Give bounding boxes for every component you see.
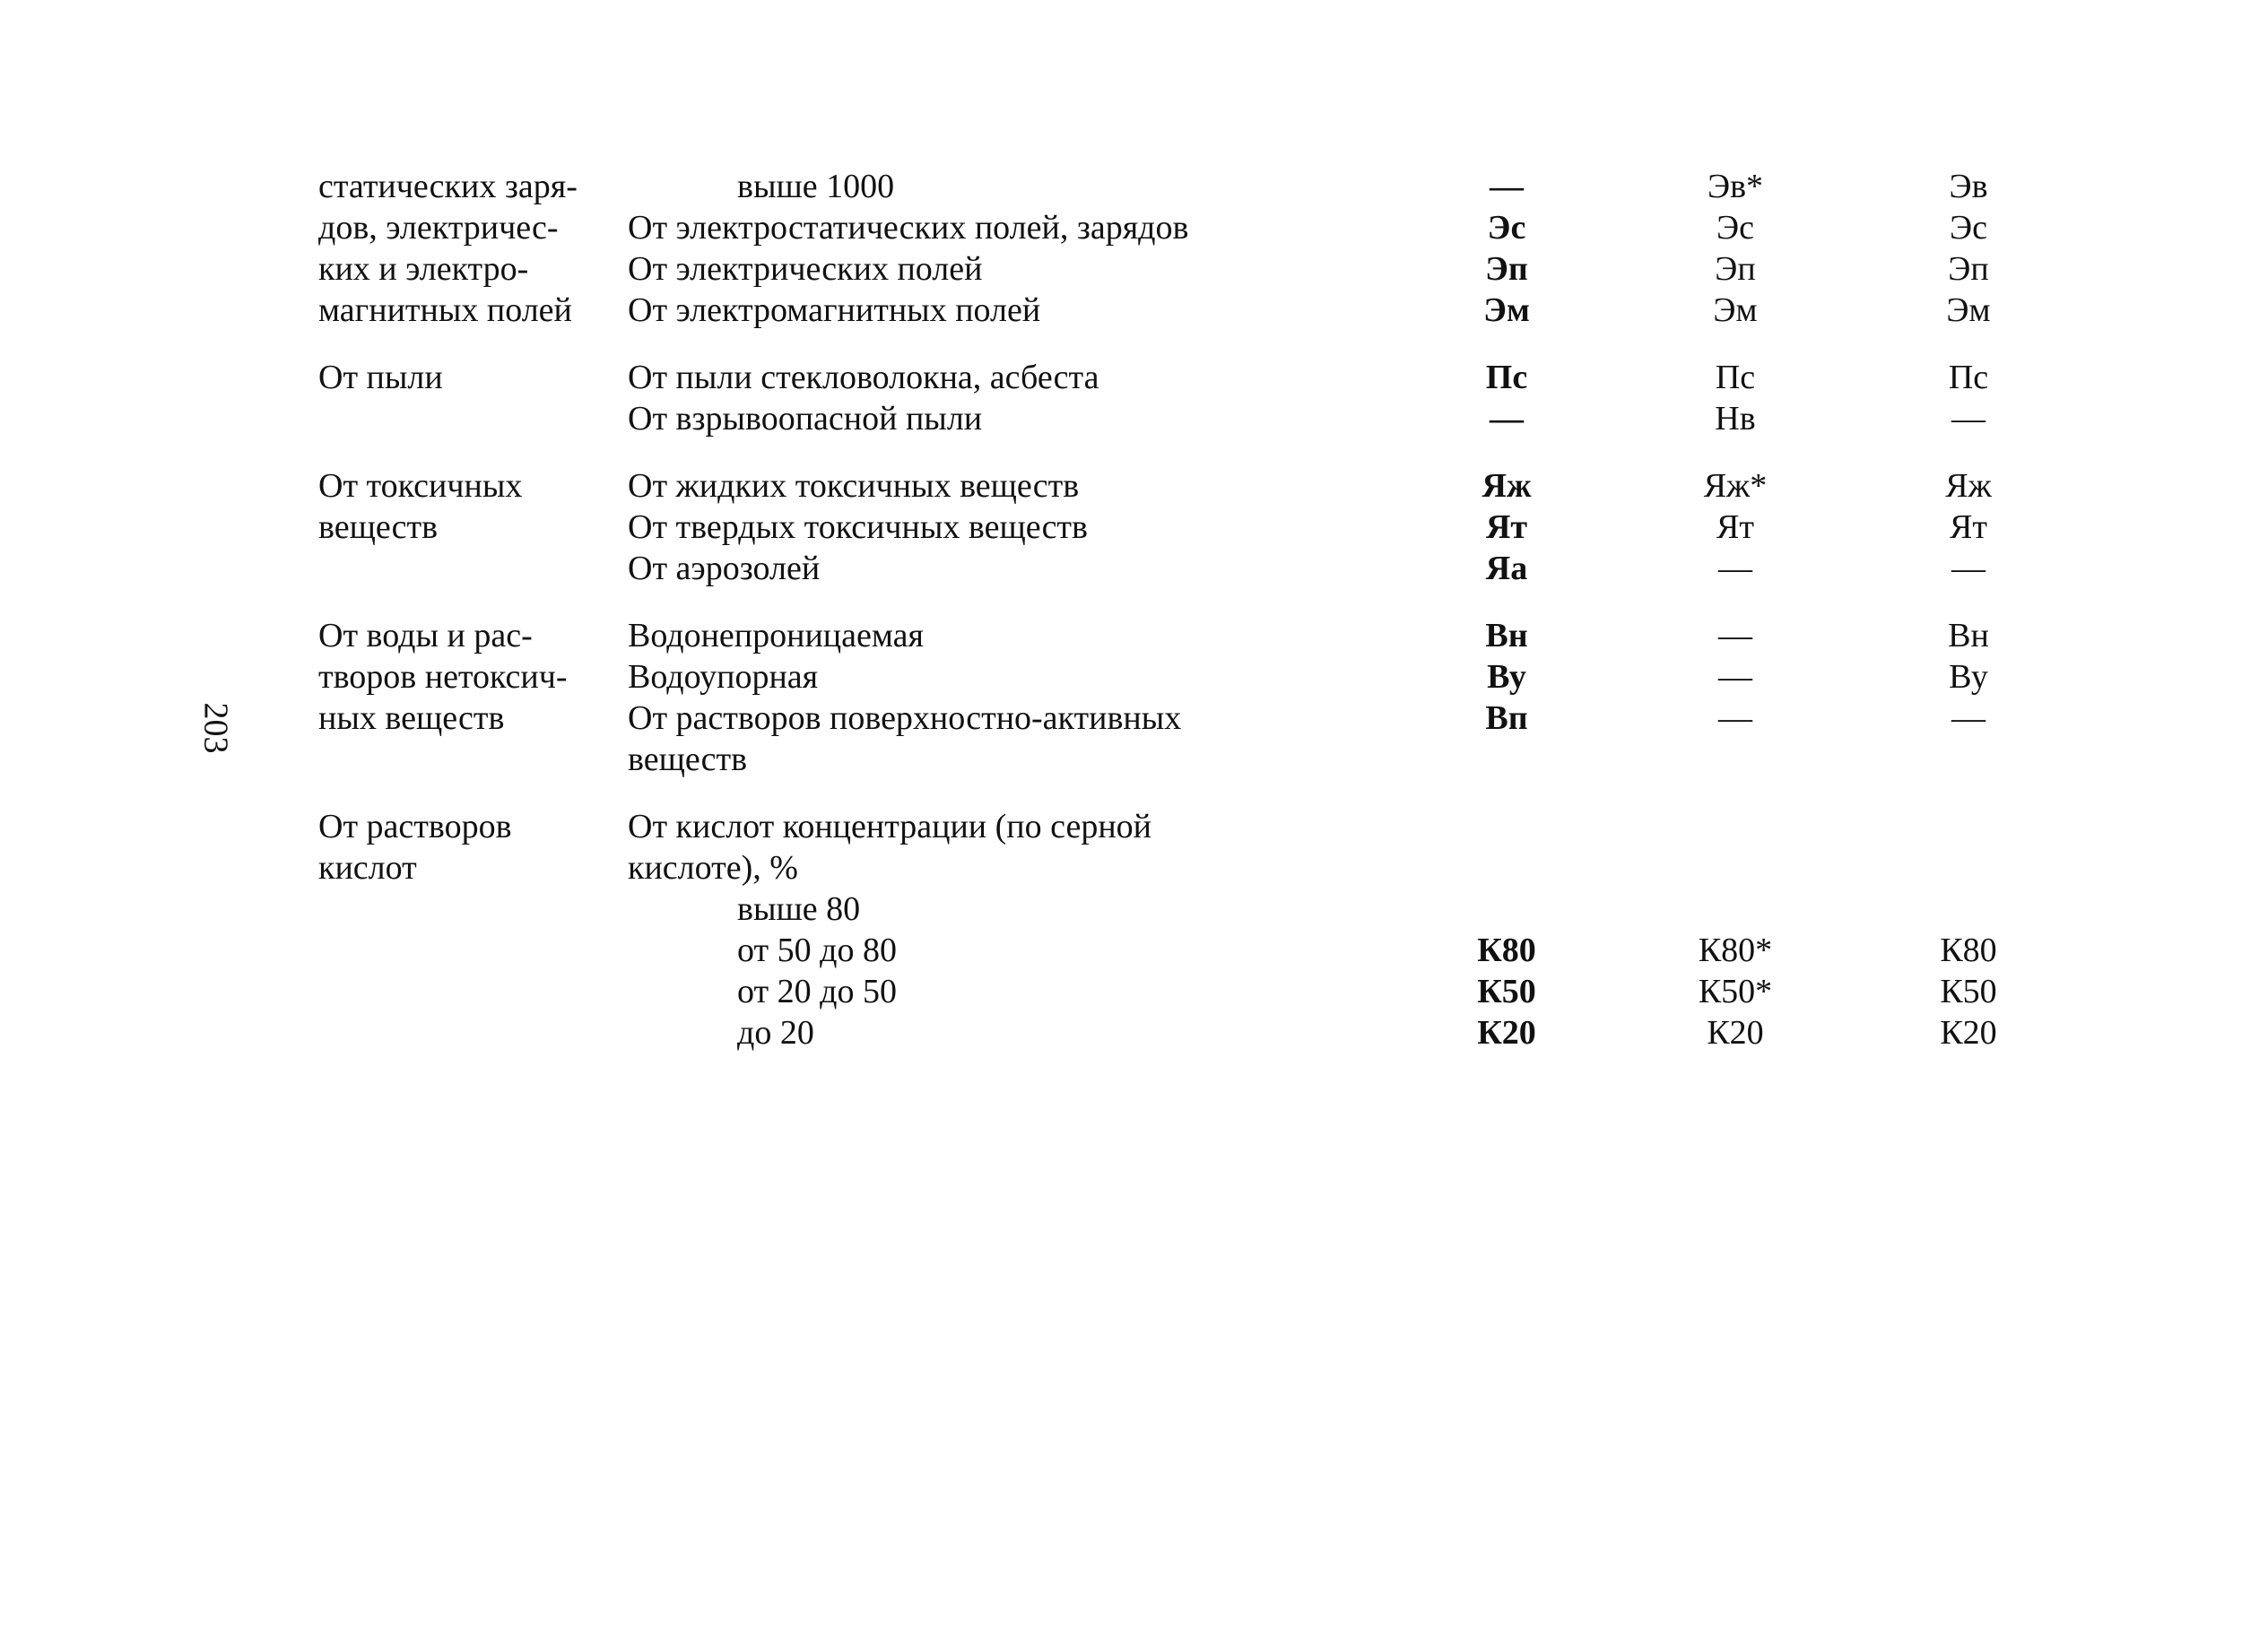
row-description: до 20	[737, 1014, 814, 1052]
row-description: От электрических полей	[628, 250, 983, 288]
row-description: От твердых токсичных веществ	[628, 508, 1088, 546]
code-cell-2	[1637, 780, 1834, 847]
group-name-line: магнитных полей	[318, 291, 572, 329]
row-description: веществ	[628, 741, 748, 778]
table-row	[318, 507, 2103, 548]
code-cell-1: К20	[1477, 1014, 1536, 1052]
code-cell-3: К50	[1940, 973, 1997, 1010]
group-name-line	[318, 930, 628, 971]
table-row	[318, 930, 2103, 971]
group-name-line: ких и электро-	[318, 250, 529, 288]
code-cell-2: Эв*	[1707, 168, 1764, 205]
row-description: От электромагнитных полей	[628, 291, 1041, 329]
code-cell-1: —	[1490, 400, 1524, 438]
table-row	[318, 739, 2103, 780]
code-cell-3: Эм	[1946, 291, 1991, 329]
group-name-line: веществ	[318, 508, 439, 546]
code-cell-3: Ят	[1950, 508, 1987, 546]
row-description: От пыли стекловолокна, асбеста	[628, 359, 1099, 396]
row-description: От растворов поверхностно-активных	[628, 699, 1182, 737]
row-description: Водоупорная	[628, 658, 819, 696]
code-cell-1: Яа	[1485, 550, 1528, 587]
code-cell-1: Ву	[1487, 658, 1526, 696]
code-cell-3: —	[1951, 400, 1986, 438]
table-row	[318, 698, 2103, 739]
code-cell-2: —	[1718, 699, 1752, 737]
group-name-line: От токсичных	[318, 467, 523, 505]
code-cell-3	[1834, 780, 2103, 847]
code-cell-1: Вн	[1485, 617, 1528, 654]
code-cell-1	[1377, 739, 1637, 780]
row-description: кислоте), %	[628, 849, 798, 887]
code-cell-3: Эв	[1949, 168, 1988, 205]
group-name-line	[318, 888, 628, 930]
code-cell-1: Вп	[1485, 699, 1528, 737]
code-cell-3: Эп	[1948, 250, 1989, 288]
group-name-line: статических заря-	[318, 168, 578, 205]
table-row	[318, 656, 2103, 698]
code-cell-3: К20	[1940, 1014, 1997, 1052]
table-row	[318, 207, 2103, 248]
code-cell-3: —	[1951, 550, 1986, 587]
code-cell-3: Эс	[1950, 209, 1987, 247]
code-cell-2: К80*	[1698, 932, 1773, 969]
code-cell-2	[1637, 739, 1834, 780]
table-row	[318, 290, 2103, 331]
code-cell-2: Нв	[1715, 400, 1756, 438]
code-cell-1: —	[1490, 168, 1524, 205]
row-description: От взрывоопасной пыли	[628, 400, 983, 438]
table-row	[318, 398, 2103, 439]
group-name-line: творов нетоксич-	[318, 658, 568, 696]
code-cell-2: Эп	[1715, 250, 1756, 288]
row-description: от 50 до 80	[737, 932, 897, 969]
row-description: От электростатических полей, зарядов	[628, 209, 1189, 247]
code-cell-1: Эп	[1485, 250, 1528, 288]
row-description: От аэрозолей	[628, 550, 821, 587]
code-cell-3: Ву	[1949, 658, 1988, 696]
code-cell-2: К20	[1707, 1014, 1764, 1052]
code-cell-3	[1834, 888, 2103, 930]
code-cell-2	[1637, 888, 1834, 930]
row-description: Водонепроницаемая	[628, 617, 924, 654]
group-name-line: дов, электричес-	[318, 209, 559, 247]
code-cell-3: Вн	[1948, 617, 1989, 654]
row-description: выше 1000	[737, 168, 895, 205]
protection-table	[318, 166, 2103, 1053]
table-row	[318, 331, 2103, 398]
table-row	[318, 166, 2103, 207]
code-cell-1	[1377, 888, 1637, 930]
group-name-line	[318, 548, 628, 589]
code-cell-3: Пс	[1948, 359, 1989, 396]
code-cell-1: Ят	[1485, 508, 1528, 546]
table-row	[318, 1012, 2103, 1053]
group-name-line: От растворов	[318, 808, 512, 845]
code-cell-1: Яж	[1482, 467, 1532, 505]
code-cell-1: Пс	[1485, 359, 1528, 396]
table-row	[318, 888, 2103, 930]
code-cell-3: —	[1951, 699, 1986, 737]
code-cell-2: Эм	[1713, 291, 1758, 329]
group-name-line: От пыли	[318, 359, 443, 396]
group-name-line: ных веществ	[318, 699, 505, 737]
group-name-line: От воды и рас-	[318, 617, 533, 654]
code-cell-2	[1637, 847, 1834, 888]
code-cell-1	[1377, 780, 1637, 847]
code-cell-2: Яж*	[1703, 467, 1768, 505]
row-description: выше 80	[737, 890, 861, 928]
code-cell-1: К80	[1477, 932, 1536, 969]
table-row	[318, 589, 2103, 656]
code-cell-2: —	[1718, 550, 1752, 587]
code-cell-1: Эм	[1483, 291, 1530, 329]
code-cell-3	[1834, 739, 2103, 780]
code-cell-1: К50	[1477, 973, 1536, 1010]
code-cell-2: К50*	[1698, 973, 1773, 1010]
group-name-line	[318, 739, 628, 780]
code-cell-3	[1834, 847, 2103, 888]
code-cell-2: Пс	[1715, 359, 1756, 396]
code-cell-1	[1377, 847, 1637, 888]
code-cell-2: Эс	[1716, 209, 1754, 247]
page-number: 203	[196, 702, 235, 754]
row-description: От жидких токсичных веществ	[628, 467, 1080, 505]
code-cell-2: —	[1718, 617, 1752, 654]
group-name-line	[318, 398, 628, 439]
group-name-line	[318, 1012, 628, 1053]
code-cell-1: Эс	[1487, 209, 1526, 247]
table-row	[318, 971, 2103, 1012]
row-description: От кислот концентрации (по серной	[628, 808, 1151, 845]
code-cell-3: К80	[1940, 932, 1997, 969]
group-name-line	[318, 971, 628, 1012]
row-description: от 20 до 50	[737, 973, 897, 1010]
table-row	[318, 548, 2103, 589]
table-row	[318, 439, 2103, 507]
code-cell-2: Ят	[1716, 508, 1754, 546]
group-name-line: кислот	[318, 849, 417, 887]
code-cell-3: Яж	[1945, 467, 1992, 505]
table-row	[318, 248, 2103, 290]
code-cell-2: —	[1718, 658, 1752, 696]
table-row	[318, 780, 2103, 847]
table-row	[318, 847, 2103, 888]
